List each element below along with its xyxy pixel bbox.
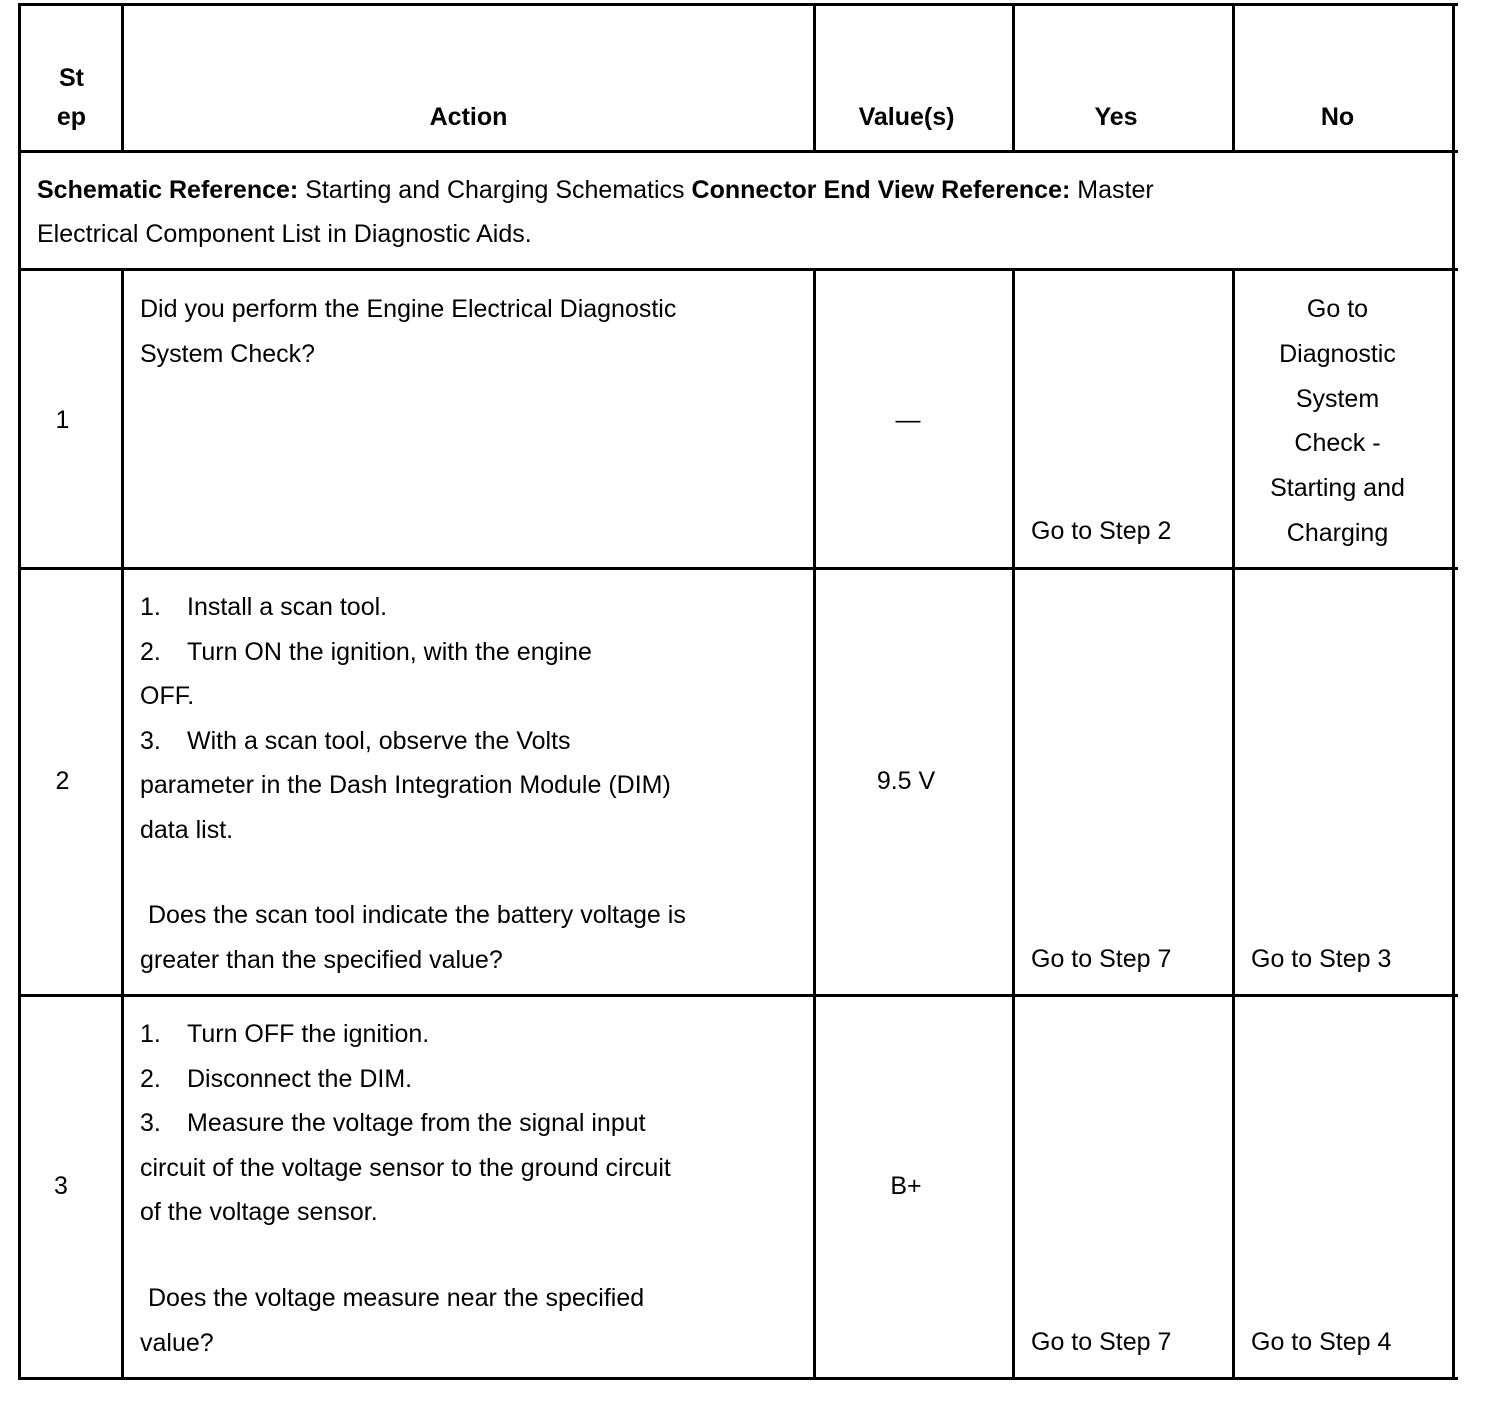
- reference-line-1: [37, 168, 1154, 213]
- table-border-bottom: [18, 1377, 1458, 1380]
- row-2-question-line: Does the scan tool indicate the battery voltage is: [148, 901, 686, 929]
- reference-line-2: Electrical Component List in Diagnostic Aids.: [37, 220, 532, 248]
- row-2-item-continuation: parameter in the Dash Integration Module (DIM): [140, 771, 671, 799]
- row-3-item-text: Measure the voltage from the signal input: [187, 1109, 646, 1137]
- row-3-item-text: Disconnect the DIM.: [187, 1064, 413, 1093]
- row-2-item: [140, 630, 671, 675]
- row-3-item-number: 3.: [140, 1109, 161, 1137]
- row-1-no-line: Check -: [1294, 429, 1381, 458]
- row-3-action: [140, 1012, 671, 1235]
- col-divider-step-body: [121, 268, 124, 1380]
- table-border-top: [18, 3, 1458, 6]
- header-values: Value(s): [858, 103, 955, 131]
- row-3-item: [140, 1012, 671, 1057]
- table-border-left: [18, 3, 21, 1380]
- row-1-yes: Go to Step 2: [1031, 517, 1172, 545]
- row-1-action: [140, 287, 676, 376]
- row-3-item-text: Turn OFF the ignition.: [187, 1020, 430, 1048]
- row-2-item-text: With a scan tool, observe the Volts: [187, 726, 571, 755]
- row-2-item-number: 1.: [140, 593, 161, 621]
- row-1-no-line: Go to: [1306, 295, 1369, 323]
- header-no: No: [1320, 103, 1355, 131]
- row-3-question-line: value?: [140, 1328, 214, 1357]
- row-1-step: 1: [55, 406, 70, 434]
- reference-divider: [18, 268, 1458, 271]
- row-3-question: [140, 1276, 644, 1365]
- row-3-no: Go to Step 4: [1251, 1328, 1392, 1356]
- row-1-no-line: Charging: [1286, 518, 1389, 547]
- row-2-step: 2: [55, 767, 70, 795]
- row-2-no: Go to Step 3: [1251, 945, 1392, 973]
- connector-reference-text: Master: [1077, 176, 1154, 204]
- header-step-line1: St: [59, 64, 84, 92]
- row-2-value: 9.5 V: [876, 767, 936, 795]
- row-2-question-line: greater than the specified value?: [140, 945, 503, 974]
- row-1-no-line: Diagnostic: [1279, 339, 1396, 368]
- row-3-item: [140, 1101, 671, 1146]
- header-divider: [18, 150, 1458, 153]
- row-2-item-number: 3.: [140, 726, 161, 755]
- row-2-question: [140, 893, 686, 982]
- connector-reference-label: Connector End View Reference:: [691, 176, 1071, 204]
- row-2-yes: Go to Step 7: [1031, 945, 1172, 973]
- row-1-divider: [18, 567, 1458, 570]
- row-2-item-continuation: OFF.: [140, 682, 195, 710]
- row-3-item-number: 2.: [140, 1064, 161, 1093]
- row-2-item: [140, 585, 671, 630]
- header-step: [22, 59, 121, 137]
- row-2-item-text: Install a scan tool.: [187, 593, 388, 621]
- row-2-action: [140, 585, 671, 852]
- row-3-value: B+: [890, 1172, 922, 1200]
- row-3-item-continuation: circuit of the voltage sensor to the ground circuit: [140, 1153, 671, 1182]
- row-2-item-continuation: data list.: [140, 815, 234, 844]
- row-1-value: —: [895, 406, 921, 434]
- schematic-reference-label: Schematic Reference:: [37, 176, 299, 204]
- row-3-item: [140, 1057, 671, 1102]
- row-1-no: [1235, 287, 1440, 556]
- header-step-line2: ep: [56, 103, 87, 131]
- row-1-no-line: System: [1295, 384, 1380, 413]
- row-1-action-line: Did you perform the Engine Electrical Diagnostic: [140, 295, 677, 323]
- table-border-right: [1452, 3, 1455, 1380]
- schematic-reference-text: Starting and Charging Schematics: [305, 176, 685, 204]
- row-1-no-line: Starting and: [1270, 474, 1405, 503]
- row-3-item-continuation: of the voltage sensor.: [140, 1198, 378, 1226]
- row-2-item: [140, 719, 671, 764]
- header-yes: Yes: [1094, 103, 1138, 131]
- row-2-item-number: 2.: [140, 637, 161, 666]
- row-1-action-line: System Check?: [140, 339, 316, 368]
- col-divider-value-body: [1012, 268, 1015, 1380]
- row-2-divider: [18, 994, 1458, 997]
- row-2-item-text: Turn ON the ignition, with the engine: [187, 637, 592, 666]
- row-3-step: 3: [54, 1172, 68, 1200]
- row-3-yes: Go to Step 7: [1031, 1328, 1172, 1356]
- header-action: Action: [429, 103, 508, 131]
- row-3-item-number: 1.: [140, 1020, 161, 1048]
- row-3-question-line: Does the voltage measure near the specified: [148, 1284, 645, 1312]
